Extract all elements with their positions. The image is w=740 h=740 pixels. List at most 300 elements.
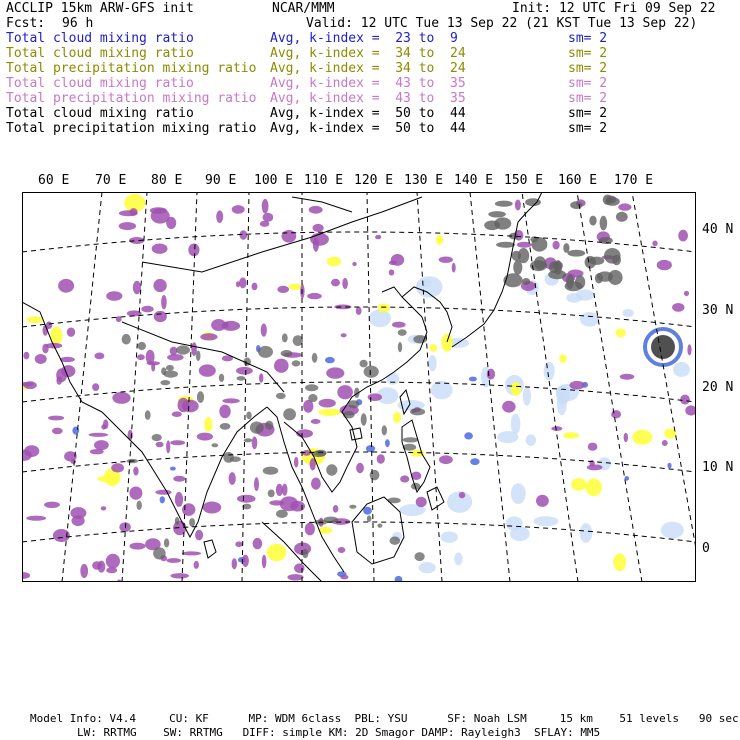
deep-cloud-blob [219,374,224,382]
high-cloud-blob [356,307,362,315]
high-cloud-blob [624,433,628,442]
deep-cloud-blob [176,345,190,354]
legend-field-2: Total precipitation mixing ratio [6,61,257,76]
deep-cloud-blob [488,211,506,217]
deep-cloud-blob [361,413,367,425]
high-cloud-blob [338,547,346,553]
deep-cloud-blob [302,549,308,558]
mid-cloud-blob [613,553,626,571]
legend-field-1: Total cloud mixing ratio [6,46,194,61]
high-cloud-blob [70,507,86,519]
high-cloud-blob [152,244,168,254]
high-cloud-blob [200,333,217,340]
low-cloud-blob [544,362,555,381]
deep-cloud-blob [312,353,318,363]
high-cloud-blob [182,503,195,516]
high-cloud-blob [262,555,267,568]
high-cloud-blob [341,333,347,337]
high-cloud-blob [311,478,321,490]
high-cloud-blob [588,443,598,451]
deep-cloud-blob [305,384,318,391]
high-cloud-blob [182,551,201,555]
high-cloud-blob [188,244,199,257]
low-cloud-blob [526,435,536,446]
deep-cloud-blob [411,409,416,414]
deep-cloud-blob [166,365,174,371]
high-cloud-blob [439,455,453,464]
low-cloud-core [385,439,390,447]
mid-cloud-blob [616,328,626,337]
low-cloud-blob [387,373,400,385]
high-cloud-blob [452,263,456,273]
low-cloud-core [464,432,473,439]
low-cloud-blob [580,312,599,327]
high-cloud-blob [392,322,406,328]
deep-cloud-blob [589,257,604,265]
high-cloud-blob [391,254,404,266]
high-cloud-blob [296,429,313,438]
high-cloud-blob [515,200,521,211]
lon-label-100: 100 E [254,173,294,188]
mid-cloud-blob [430,344,438,352]
model-info-line-1: Model Info: V4.4 CU: KF MP: WDM 6class PBL: YSU SF: Noah LSM 15 km 51 levels 90 sec [30,712,739,725]
high-cloud-blob [672,303,684,312]
init-time: Init: 12 UTC Fri 09 Sep 22 [512,1,716,16]
low-cloud-core [667,463,671,469]
deep-cloud-blob [197,391,204,403]
high-cloud-blob [311,419,321,424]
deep-cloud-blob [293,335,303,346]
high-cloud-blob [94,440,109,450]
high-cloud-blob [161,295,167,309]
high-cloud-blob [254,477,259,491]
deep-cloud-blob [398,342,402,352]
deep-cloud-blob [137,501,142,510]
deep-cloud-blob [570,201,582,209]
high-cloud-blob [203,502,222,514]
deep-cloud-blob [513,260,522,275]
mid-cloud-blob [586,479,602,497]
high-cloud-blob [154,311,167,322]
high-cloud-blob [222,398,239,403]
high-cloud-blob [340,575,348,580]
deep-cloud-blob [608,270,623,285]
high-cloud-blob [153,279,166,292]
lon-label-60: 60 E [38,173,70,188]
high-cloud-blob [252,437,258,450]
deep-cloud-blob [175,517,180,525]
deep-cloud-blob [522,278,530,285]
high-cloud-blob [313,224,324,232]
high-cloud-blob [232,558,237,569]
high-cloud-blob [261,324,267,337]
deep-cloud-blob [265,421,273,430]
model-title: ACCLIP 15km ARW-GFS init [6,1,194,16]
high-cloud-blob [35,354,47,364]
deep-cloud-blob [164,538,169,547]
deep-cloud-blob [415,552,425,561]
mid-cloud-blob [288,284,301,290]
high-cloud-blob [106,291,122,301]
low-cloud-core [470,458,479,465]
high-cloud-blob [253,538,263,549]
high-cloud-blob [502,401,515,413]
high-cloud-blob [377,454,385,463]
high-cloud-blob [687,344,691,355]
legend-avg-6: Avg, k-index = 50 to 44 [270,121,466,136]
deep-cloud-blob [600,216,608,231]
high-cloud-blob [106,554,120,569]
deep-cloud-blob [281,350,293,357]
deep-cloud-blob [398,329,407,336]
mid-cloud-blob [327,257,342,267]
legend-sm-4: sm= 2 [568,91,608,106]
deep-cloud-blob [496,242,515,248]
legend-sm-0: sm= 2 [568,31,608,46]
high-cloud-blob [150,207,167,214]
high-cloud-blob [170,347,178,356]
low-cloud-blob [510,526,530,541]
legend-sm-5: sm= 2 [568,106,608,121]
high-cloud-blob [277,286,289,293]
high-cloud-blob [313,238,319,252]
high-cloud-blob [155,490,171,495]
deep-cloud-blob [377,524,382,528]
legend-avg-1: Avg, k-index = 34 to 24 [270,46,466,61]
low-cloud-core [170,467,176,471]
high-cloud-blob [652,241,657,247]
high-cloud-blob [199,364,216,376]
mid-cloud-blob [318,409,340,416]
deep-cloud-blob [250,422,264,434]
org-label: NCAR/MMM [272,1,335,16]
high-cloud-blob [112,392,130,404]
deep-cloud-blob [283,408,296,420]
high-cloud-blob [337,385,353,399]
high-cloud-blob [242,555,249,567]
deep-cloud-blob [595,273,603,283]
legend-avg-4: Avg, k-index = 43 to 35 [270,91,466,106]
high-cloud-blob [342,278,348,289]
high-cloud-blob [197,433,213,441]
high-cloud-blob [119,210,138,216]
valid-time: Valid: 12 UTC Tue 13 Sep 22 (21 KST Tue 13 Sep 22) [306,16,698,31]
low-cloud-blob [441,532,458,543]
high-cloud-blob [232,205,245,214]
legend-field-6: Total precipitation mixing ratio [6,121,257,136]
deep-cloud-blob [211,443,218,447]
high-cloud-blob [224,322,228,328]
deep-cloud-blob [276,510,288,518]
high-cloud-blob [129,487,142,500]
high-cloud-blob [375,235,381,239]
high-cloud-blob [237,495,256,503]
legend-field-0: Total cloud mixing ratio [6,31,194,46]
high-cloud-blob [416,497,427,507]
mid-cloud-blob [393,412,401,423]
lon-label-120: 120 E [354,173,394,188]
fcst-value: 96 h [62,16,94,31]
high-cloud-blob [259,373,263,383]
high-cloud-blob [229,472,236,485]
high-cloud-blob [684,291,689,296]
high-cloud-blob [178,398,190,413]
mid-cloud-blob [204,417,212,432]
deep-cloud-blob [122,334,131,345]
deep-cloud-blob [164,371,178,378]
deep-cloud-blob [230,456,241,462]
low-cloud-blob [511,414,521,434]
fcst-label: Fcst: [6,16,46,31]
low-cloud-blob [511,483,526,504]
high-cloud-blob [42,344,48,354]
high-cloud-blob [141,306,153,313]
mid-cloud-blob [563,432,579,439]
lat-label-10n: 10 N [702,460,734,475]
deep-cloud-blob [370,470,380,481]
high-cloud-blob [620,374,635,380]
mid-cloud-blob [559,354,567,363]
lon-label-140: 140 E [454,173,494,188]
high-cloud-blob [23,352,29,360]
high-cloud-blob [88,433,108,437]
lon-label-110: 110 E [304,173,344,188]
high-cloud-blob [587,464,603,470]
deep-cloud-blob [160,380,170,385]
mid-cloud-blob [436,235,444,245]
high-cloud-blob [439,257,453,263]
high-cloud-blob [680,395,690,405]
lon-label-160: 160 E [558,173,598,188]
legend-avg-3: Avg, k-index = 43 to 35 [270,76,466,91]
deep-cloud-blob [390,537,401,545]
mid-cloud-blob [441,334,452,352]
high-cloud-blob [53,529,70,542]
legend-field-4: Total precipitation mixing ratio [6,91,257,106]
lat-label-0: 0 [702,541,710,556]
high-cloud-blob [67,328,75,337]
deep-cloud-blob [246,412,251,420]
low-cloud-blob [428,355,437,371]
typhoon-core [651,335,675,359]
high-cloud-blob [368,393,382,401]
low-cloud-blob [557,393,567,415]
high-cloud-blob [459,492,465,498]
high-cloud-blob [400,475,409,482]
deep-cloud-blob [348,400,359,408]
high-cloud-blob [282,230,297,243]
low-cloud-core [469,377,477,382]
deep-cloud-blob [282,333,288,342]
deep-cloud-blob [292,360,301,366]
deep-cloud-blob [567,250,585,257]
deep-cloud-blob [258,346,273,358]
high-cloud-blob [294,457,298,468]
high-cloud-blob [119,222,136,230]
high-cloud-blob [222,321,241,331]
low-cloud-blob [419,562,436,573]
deep-cloud-blob [382,425,387,435]
high-cloud-blob [331,279,340,287]
legend-field-3: Total cloud mixing ratio [6,76,194,91]
high-cloud-blob [195,530,203,541]
mid-cloud-blob [27,316,44,323]
high-cloud-blob [170,440,185,445]
high-cloud-blob [487,369,495,380]
high-cloud-blob [333,505,339,513]
low-cloud-blob [673,362,690,377]
lon-label-130: 130 E [404,173,444,188]
deep-cloud-blob [612,255,621,266]
lon-label-170: 170 E [614,173,654,188]
deep-cloud-blob [153,547,166,559]
high-cloud-blob [553,241,560,250]
high-cloud-blob [287,574,303,580]
high-cloud-blob [71,459,77,464]
low-cloud-blob [523,387,531,406]
high-cloud-blob [137,354,145,360]
high-cloud-blob [662,440,668,446]
low-cloud-blob [534,516,559,526]
low-cloud-core [160,496,165,503]
low-cloud-blob [623,309,634,317]
lon-label-70: 70 E [95,173,127,188]
deep-cloud-blob [534,256,546,270]
deep-cloud-blob [589,216,596,226]
high-cloud-blob [92,383,99,391]
lon-label-90: 90 E [205,173,237,188]
high-cloud-blob [319,399,336,408]
high-cloud-blob [101,424,106,429]
low-cloud-blob [497,431,518,443]
legend-sm-3: sm= 2 [568,76,608,91]
low-cloud-blob [661,522,684,539]
mid-cloud-blob [378,304,390,313]
low-cloud-core [363,507,372,515]
low-cloud-blob [454,552,462,565]
high-cloud-blob [133,467,138,476]
high-cloud-blob [167,354,184,361]
deep-cloud-blob [512,251,521,261]
high-cloud-blob [326,367,344,378]
high-cloud-blob [305,523,315,536]
low-cloud-core [325,357,335,363]
deep-cloud-blob [548,270,566,279]
legend-avg-0: Avg, k-index = 23 to 9 [270,31,458,46]
high-cloud-blob [235,541,242,547]
deep-cloud-blob [494,217,511,229]
mid-cloud-blob [571,478,586,491]
high-cloud-blob [48,416,64,421]
high-cloud-blob [173,476,185,482]
high-cloud-blob [252,283,258,291]
deep-cloud-blob [263,467,279,475]
deep-cloud-blob [276,393,286,399]
high-cloud-blob [130,543,146,550]
high-cloud-blob [310,233,329,246]
mid-cloud-blob [511,382,521,396]
high-cloud-blob [58,279,74,293]
high-cloud-blob [274,359,289,373]
high-cloud-blob [166,440,170,453]
high-cloud-blob [536,495,549,507]
low-cloud-blob [566,293,582,303]
high-cloud-blob [133,281,141,295]
lon-label-80: 80 E [151,173,183,188]
legend-sm-1: sm= 2 [568,46,608,61]
mid-cloud-blob [632,430,652,445]
deep-cloud-blob [553,261,563,270]
deep-cloud-blob [360,360,368,368]
high-cloud-blob [240,230,248,239]
high-cloud-blob [80,564,88,578]
high-cloud-blob [94,353,104,360]
high-cloud-blob [678,230,688,242]
high-cloud-blob [92,561,102,570]
high-cloud-blob [156,442,164,448]
deep-cloud-blob [138,342,146,350]
low-cloud-blob [580,523,593,543]
high-cloud-blob [26,516,46,521]
high-cloud-blob [282,484,288,496]
legend-field-5: Total cloud mixing ratio [6,106,194,121]
deep-cloud-blob [152,434,162,441]
high-cloud-blob [389,269,394,275]
high-cloud-blob [570,381,585,390]
high-cloud-blob [216,210,223,223]
high-cloud-blob [61,365,75,377]
deep-cloud-blob [565,281,583,291]
deep-cloud-blob [220,423,231,430]
high-cloud-blob [101,506,107,510]
deep-cloud-blob [326,464,337,475]
high-cloud-blob [307,293,322,299]
high-cloud-blob [106,567,117,573]
high-cloud-blob [611,410,621,418]
high-cloud-blob [172,411,182,417]
high-cloud-blob [309,206,323,214]
deep-cloud-blob [244,438,253,442]
lon-label-150: 150 E [504,173,544,188]
deep-cloud-blob [196,351,201,362]
deep-cloud-blob [605,197,620,206]
high-cloud-blob [170,573,189,578]
high-cloud-blob [618,203,631,210]
high-cloud-blob [166,558,181,563]
legend-sm-2: sm= 2 [568,61,608,76]
deep-cloud-blob [268,490,275,498]
high-cloud-blob [280,496,299,511]
lat-label-30n: 30 N [702,303,734,318]
high-cloud-blob [239,277,246,288]
forecast-map [22,192,696,582]
legend-avg-2: Avg, k-index = 34 to 24 [270,61,466,76]
low-cloud-blob [416,276,443,298]
high-cloud-blob [262,199,269,214]
deep-cloud-blob [563,243,569,253]
high-cloud-blob [236,367,253,375]
lat-label-40n: 40 N [702,222,734,237]
high-cloud-blob [294,563,304,573]
low-cloud-blob [431,381,453,399]
deep-cloud-blob [189,518,195,527]
legend-avg-5: Avg, k-index = 50 to 44 [270,106,466,121]
high-cloud-blob [263,213,274,222]
high-cloud-blob [260,221,270,227]
high-cloud-blob [147,361,160,365]
high-cloud-blob [52,428,63,435]
model-info-line-2: LW: RRTMG SW: RRTMG DIFF: simple KM: 2D Smagor DAMP: Rayleigh3 SFLAY: MM5 [77,726,601,739]
